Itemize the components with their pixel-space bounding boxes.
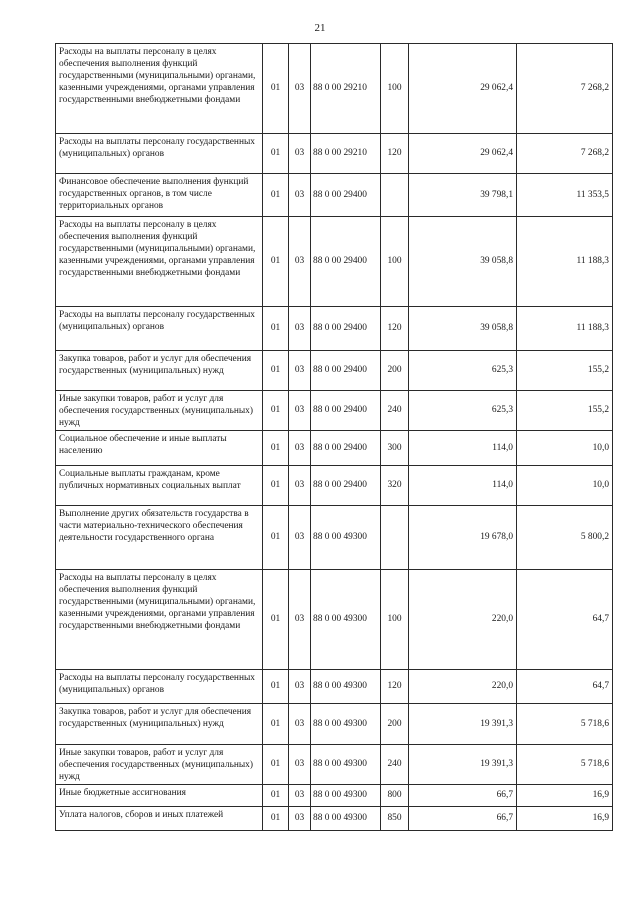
- amount-actual-cell: 64,7: [517, 570, 613, 670]
- section-code-cell: 01: [263, 466, 289, 506]
- table-row: [56, 704, 613, 745]
- section-code-cell: 01: [263, 570, 289, 670]
- table-row: [56, 745, 613, 785]
- target-article-cell: 88 0 00 29210: [311, 134, 381, 174]
- table-row: [56, 217, 613, 307]
- expense-type-cell: [381, 174, 409, 217]
- amount-actual-cell: 5 800,2: [517, 506, 613, 570]
- section-code-cell: 01: [263, 391, 289, 431]
- target-article-cell: 88 0 00 49300: [311, 785, 381, 807]
- section-code-cell: 01: [263, 351, 289, 391]
- target-article-cell: 88 0 00 49300: [311, 745, 381, 785]
- section-code-cell: 01: [263, 217, 289, 307]
- target-article-cell: 88 0 00 49300: [311, 570, 381, 670]
- table-row: [56, 174, 613, 217]
- budget-table: [55, 43, 613, 831]
- table-row: [56, 391, 613, 431]
- section-code-cell: 01: [263, 307, 289, 351]
- table-row: [56, 351, 613, 391]
- table-row: [56, 466, 613, 506]
- amount-plan-cell: 114,0: [409, 466, 517, 506]
- expense-name-cell: Расходы на выплаты персоналу государственных (муниципальных) органов: [56, 307, 263, 351]
- section-code-cell: 01: [263, 174, 289, 217]
- expense-name-cell: Иные бюджетные ассигнования: [56, 785, 263, 807]
- subsection-code-cell: 03: [289, 217, 311, 307]
- amount-plan-cell: 29 062,4: [409, 134, 517, 174]
- amount-plan-cell: 19 678,0: [409, 506, 517, 570]
- target-article-cell: 88 0 00 29400: [311, 391, 381, 431]
- expense-name-cell: Финансовое обеспечение выполнения функций государственных органов, в том числе территориальных органов: [56, 174, 263, 217]
- subsection-code-cell: 03: [289, 431, 311, 466]
- section-code-cell: 01: [263, 431, 289, 466]
- subsection-code-cell: 03: [289, 391, 311, 431]
- subsection-code-cell: 03: [289, 506, 311, 570]
- amount-actual-cell: 10,0: [517, 431, 613, 466]
- expense-name-cell: Закупка товаров, работ и услуг для обеспечения государственных (муниципальных) нужд: [56, 704, 263, 745]
- amount-actual-cell: 64,7: [517, 670, 613, 704]
- amount-plan-cell: 220,0: [409, 670, 517, 704]
- expense-name-cell: Социальное обеспечение и иные выплаты населению: [56, 431, 263, 466]
- amount-actual-cell: 155,2: [517, 351, 613, 391]
- target-article-cell: 88 0 00 49300: [311, 670, 381, 704]
- expense-type-cell: [381, 506, 409, 570]
- amount-plan-cell: 220,0: [409, 570, 517, 670]
- subsection-code-cell: 03: [289, 570, 311, 670]
- expense-type-cell: 800: [381, 785, 409, 807]
- subsection-code-cell: 03: [289, 807, 311, 831]
- expense-name-cell: Иные закупки товаров, работ и услуг для обеспечения государственных (муниципальных) нужд: [56, 391, 263, 431]
- amount-actual-cell: 7 268,2: [517, 44, 613, 134]
- expense-name-cell: Выполнение других обязательств государства в части материально-технического обеспечения деятельности государственного органа: [56, 506, 263, 570]
- subsection-code-cell: 03: [289, 44, 311, 134]
- table-row: [56, 431, 613, 466]
- expense-type-cell: 100: [381, 217, 409, 307]
- section-code-cell: 01: [263, 506, 289, 570]
- amount-actual-cell: 5 718,6: [517, 745, 613, 785]
- subsection-code-cell: 03: [289, 785, 311, 807]
- expense-name-cell: Расходы на выплаты персоналу в целях обеспечения выполнения функций государственными (муниципальными) органами, казенными учреждениями, органами управления государственными внебюджетными фондами: [56, 44, 263, 134]
- expense-type-cell: 100: [381, 44, 409, 134]
- subsection-code-cell: 03: [289, 351, 311, 391]
- subsection-code-cell: 03: [289, 174, 311, 217]
- expense-type-cell: 240: [381, 745, 409, 785]
- amount-plan-cell: 29 062,4: [409, 44, 517, 134]
- amount-plan-cell: 19 391,3: [409, 745, 517, 785]
- subsection-code-cell: 03: [289, 670, 311, 704]
- table-row: [56, 570, 613, 670]
- target-article-cell: 88 0 00 49300: [311, 704, 381, 745]
- table-row: [56, 134, 613, 174]
- amount-actual-cell: 7 268,2: [517, 134, 613, 174]
- amount-actual-cell: 11 188,3: [517, 307, 613, 351]
- expense-name-cell: Расходы на выплаты персоналу в целях обеспечения выполнения функций государственными (муниципальными) органами, казенными учреждениями, органами управления государственными внебюджетными фондами: [56, 217, 263, 307]
- section-code-cell: 01: [263, 807, 289, 831]
- subsection-code-cell: 03: [289, 307, 311, 351]
- amount-actual-cell: 16,9: [517, 807, 613, 831]
- subsection-code-cell: 03: [289, 704, 311, 745]
- expense-type-cell: 320: [381, 466, 409, 506]
- subsection-code-cell: 03: [289, 466, 311, 506]
- subsection-code-cell: 03: [289, 745, 311, 785]
- expense-type-cell: 120: [381, 670, 409, 704]
- expense-type-cell: 240: [381, 391, 409, 431]
- amount-plan-cell: 114,0: [409, 431, 517, 466]
- amount-actual-cell: 11 353,5: [517, 174, 613, 217]
- expense-type-cell: 120: [381, 307, 409, 351]
- section-code-cell: 01: [263, 785, 289, 807]
- target-article-cell: 88 0 00 29400: [311, 351, 381, 391]
- target-article-cell: 88 0 00 29400: [311, 431, 381, 466]
- table-row: [56, 807, 613, 831]
- expense-type-cell: 200: [381, 351, 409, 391]
- amount-plan-cell: 66,7: [409, 785, 517, 807]
- table-body: [56, 44, 613, 831]
- amount-actual-cell: 11 188,3: [517, 217, 613, 307]
- target-article-cell: 88 0 00 29400: [311, 466, 381, 506]
- target-article-cell: 88 0 00 29210: [311, 44, 381, 134]
- amount-plan-cell: 39 798,1: [409, 174, 517, 217]
- table-row: [56, 670, 613, 704]
- section-code-cell: 01: [263, 704, 289, 745]
- section-code-cell: 01: [263, 670, 289, 704]
- amount-plan-cell: 625,3: [409, 391, 517, 431]
- target-article-cell: 88 0 00 49300: [311, 807, 381, 831]
- expense-name-cell: Социальные выплаты гражданам, кроме публичных нормативных социальных выплат: [56, 466, 263, 506]
- expense-name-cell: Расходы на выплаты персоналу государственных (муниципальных) органов: [56, 134, 263, 174]
- target-article-cell: 88 0 00 29400: [311, 217, 381, 307]
- subsection-code-cell: 03: [289, 134, 311, 174]
- expense-type-cell: 100: [381, 570, 409, 670]
- expense-name-cell: Расходы на выплаты персоналу государственных (муниципальных) органов: [56, 670, 263, 704]
- expense-name-cell: Иные закупки товаров, работ и услуг для обеспечения государственных (муниципальных) нужд: [56, 745, 263, 785]
- amount-plan-cell: 625,3: [409, 351, 517, 391]
- amount-actual-cell: 16,9: [517, 785, 613, 807]
- expense-name-cell: Расходы на выплаты персоналу в целях обеспечения выполнения функций государственными (муниципальными) органами, казенными учреждениями, органами управления государственными внебюджетными фондами: [56, 570, 263, 670]
- section-code-cell: 01: [263, 745, 289, 785]
- section-code-cell: 01: [263, 44, 289, 134]
- table-row: [56, 785, 613, 807]
- page-number: 21: [314, 22, 326, 34]
- target-article-cell: 88 0 00 29400: [311, 307, 381, 351]
- expense-type-cell: 850: [381, 807, 409, 831]
- expense-name-cell: Закупка товаров, работ и услуг для обеспечения государственных (муниципальных) нужд: [56, 351, 263, 391]
- table-row: [56, 307, 613, 351]
- expense-name-cell: Уплата налогов, сборов и иных платежей: [56, 807, 263, 831]
- amount-actual-cell: 10,0: [517, 466, 613, 506]
- amount-plan-cell: 39 058,8: [409, 217, 517, 307]
- target-article-cell: 88 0 00 29400: [311, 174, 381, 217]
- amount-plan-cell: 66,7: [409, 807, 517, 831]
- table-row: [56, 506, 613, 570]
- amount-plan-cell: 39 058,8: [409, 307, 517, 351]
- amount-plan-cell: 19 391,3: [409, 704, 517, 745]
- table-row: [56, 44, 613, 134]
- target-article-cell: 88 0 00 49300: [311, 506, 381, 570]
- section-code-cell: 01: [263, 134, 289, 174]
- amount-actual-cell: 5 718,6: [517, 704, 613, 745]
- expense-type-cell: 120: [381, 134, 409, 174]
- expense-type-cell: 300: [381, 431, 409, 466]
- amount-actual-cell: 155,2: [517, 391, 613, 431]
- expense-type-cell: 200: [381, 704, 409, 745]
